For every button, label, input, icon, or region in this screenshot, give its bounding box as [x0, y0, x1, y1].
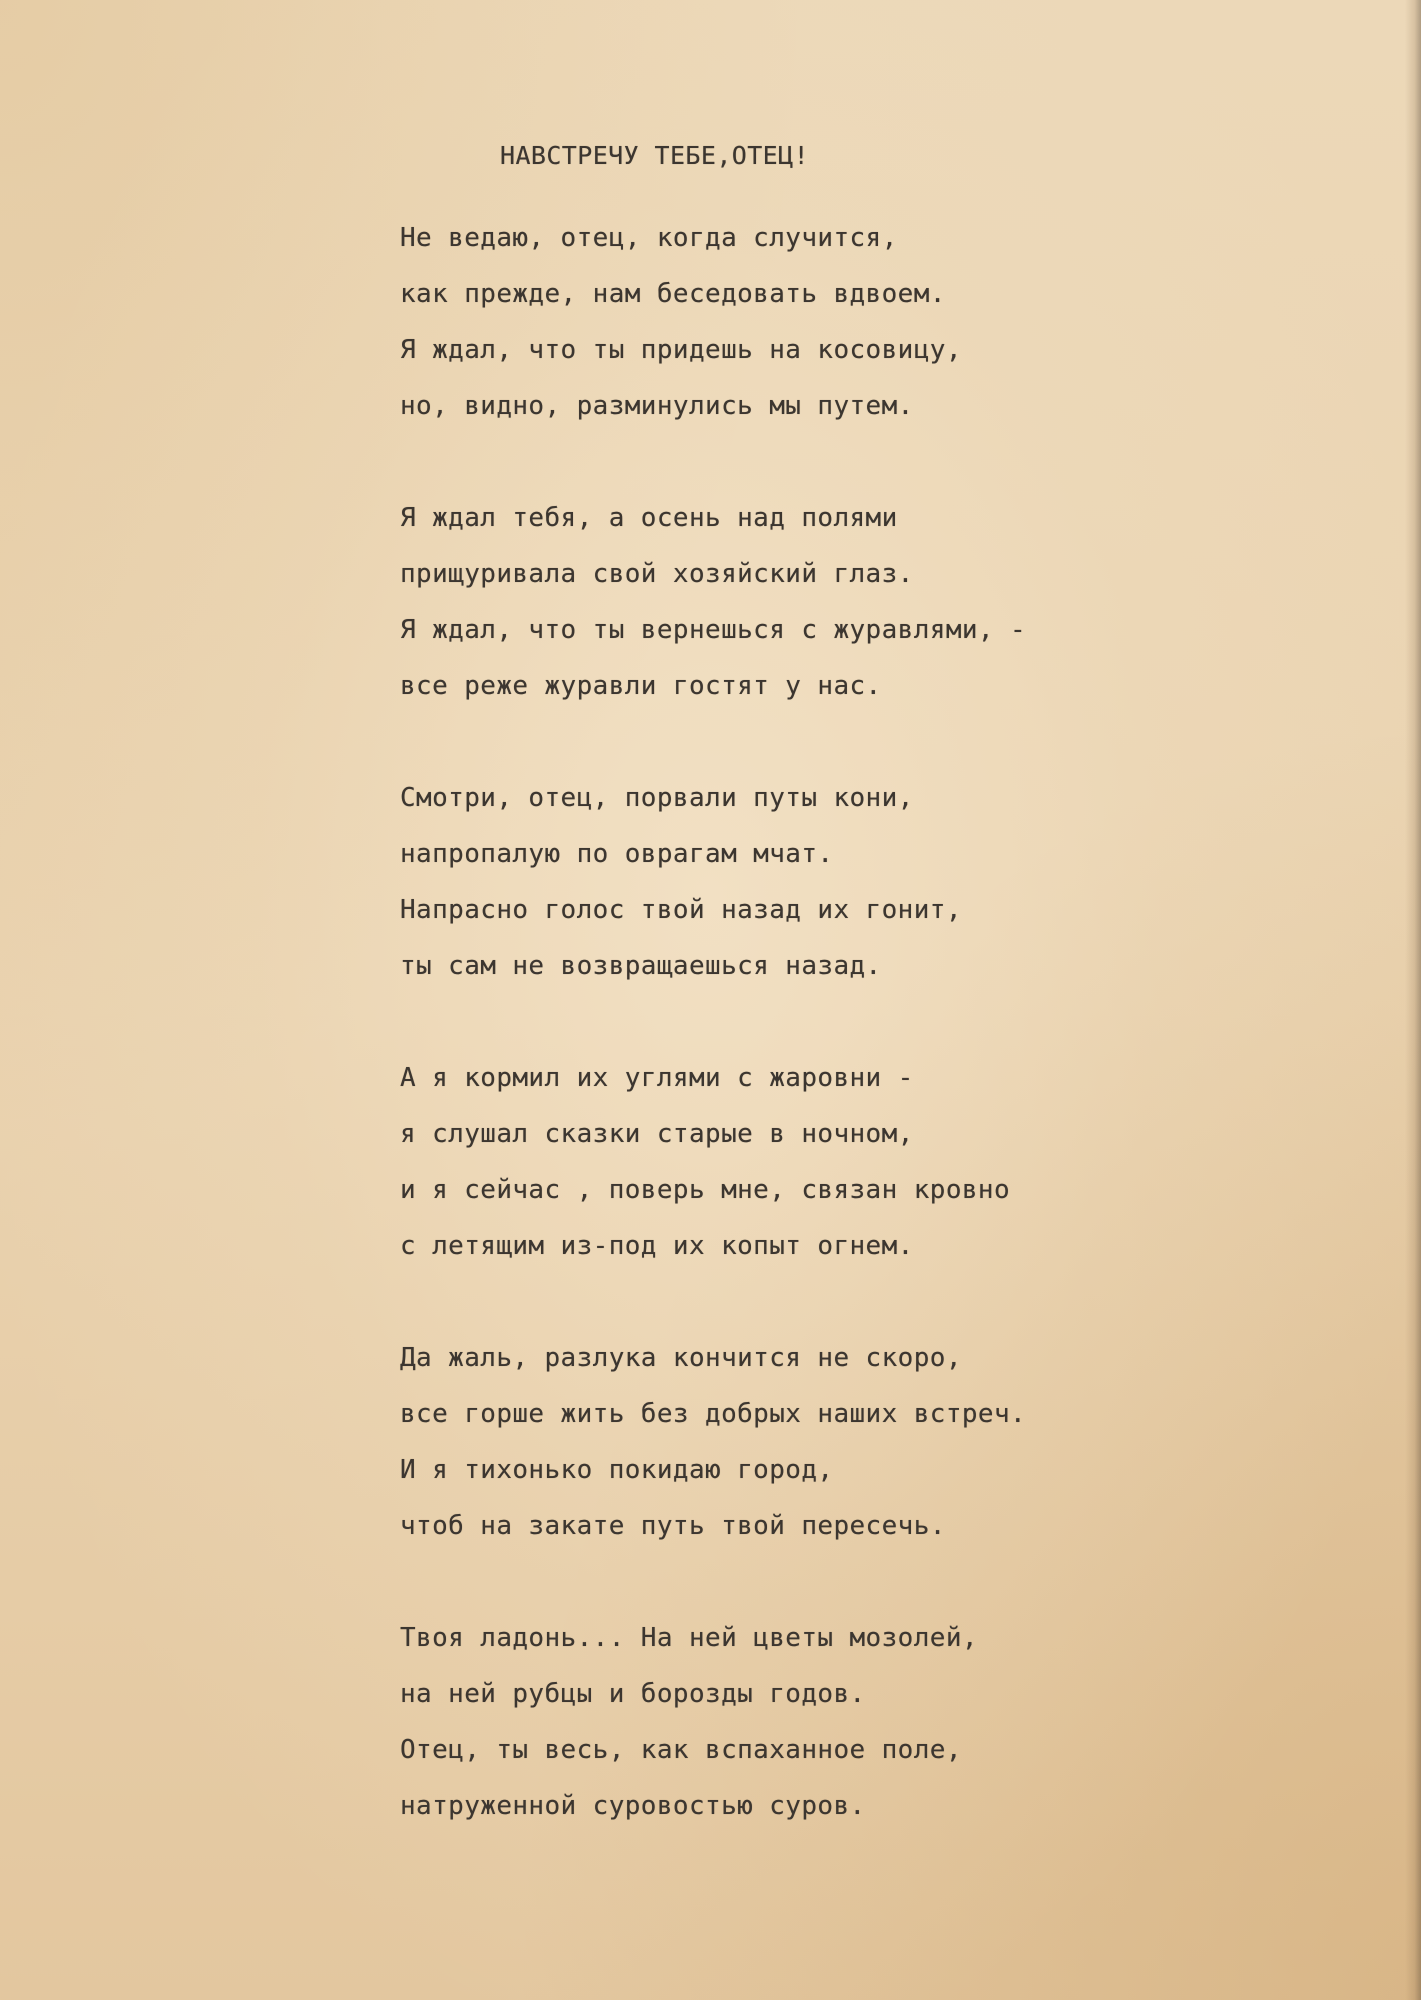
poem-line: А я кормил их углями с жаровни - — [400, 1063, 914, 1093]
stanza-2 — [400, 490, 1160, 714]
poem-line: и я сейчас , поверь мне, связан кровно — [400, 1175, 1011, 1205]
poem-line: Твоя ладонь... На ней цветы мозолей, — [400, 1623, 978, 1653]
poem-line: но, видно, разминулись мы путем. — [400, 391, 914, 421]
poem-line: прищуривала свой хозяйский глаз. — [400, 559, 914, 589]
poem-line: Отец, ты весь, как вспаханное поле, — [400, 1735, 962, 1765]
stanza-4 — [400, 1050, 1160, 1274]
poem-line: ты сам не возвращаешься назад. — [400, 951, 882, 981]
stanza-6 — [400, 1610, 1160, 1834]
poem-line: Я ждал, что ты придешь на косовицу, — [400, 335, 962, 365]
poem-line: И я тихонько покидаю город, — [400, 1455, 834, 1485]
poem-line: на ней рубцы и борозды годов. — [400, 1679, 866, 1709]
poem-line: я слушал сказки старые в ночном, — [400, 1119, 914, 1149]
poem-line: Да жаль, разлука кончится не скоро, — [400, 1343, 962, 1373]
poem-line: все реже журавли гостят у нас. — [400, 671, 882, 701]
poem-line: Напрасно голос твой назад их гонит, — [400, 895, 962, 925]
poem-line: Я ждал тебя, а осень над полями — [400, 503, 898, 533]
page-edge-shadow — [1405, 0, 1421, 2000]
poem-line: с летящим из-под их копыт огнем. — [400, 1231, 914, 1261]
poem-line: натруженной суровостью суров. — [400, 1791, 866, 1821]
poem-line: напропалую по оврагам мчат. — [400, 839, 834, 869]
stanza-5 — [400, 1330, 1160, 1554]
poem-line: Не ведаю, отец, когда случится, — [400, 223, 898, 253]
poem-line: Смотри, отец, порвали путы кони, — [400, 783, 914, 813]
poem-line: Я ждал, что ты вернешься с журавлями, - — [400, 615, 1027, 645]
poem — [400, 136, 1160, 1834]
poem-line: все горше жить без добрых наших встреч. — [400, 1399, 1027, 1429]
poem-line: как прежде, нам беседовать вдвоем. — [400, 279, 946, 309]
poem-line: чтоб на закате путь твой пересечь. — [400, 1511, 946, 1541]
poem-title: НАВСТРЕЧУ ТЕБЕ,ОТЕЦ! — [500, 141, 810, 170]
stanza-1 — [400, 210, 1160, 434]
stanza-3 — [400, 770, 1160, 994]
